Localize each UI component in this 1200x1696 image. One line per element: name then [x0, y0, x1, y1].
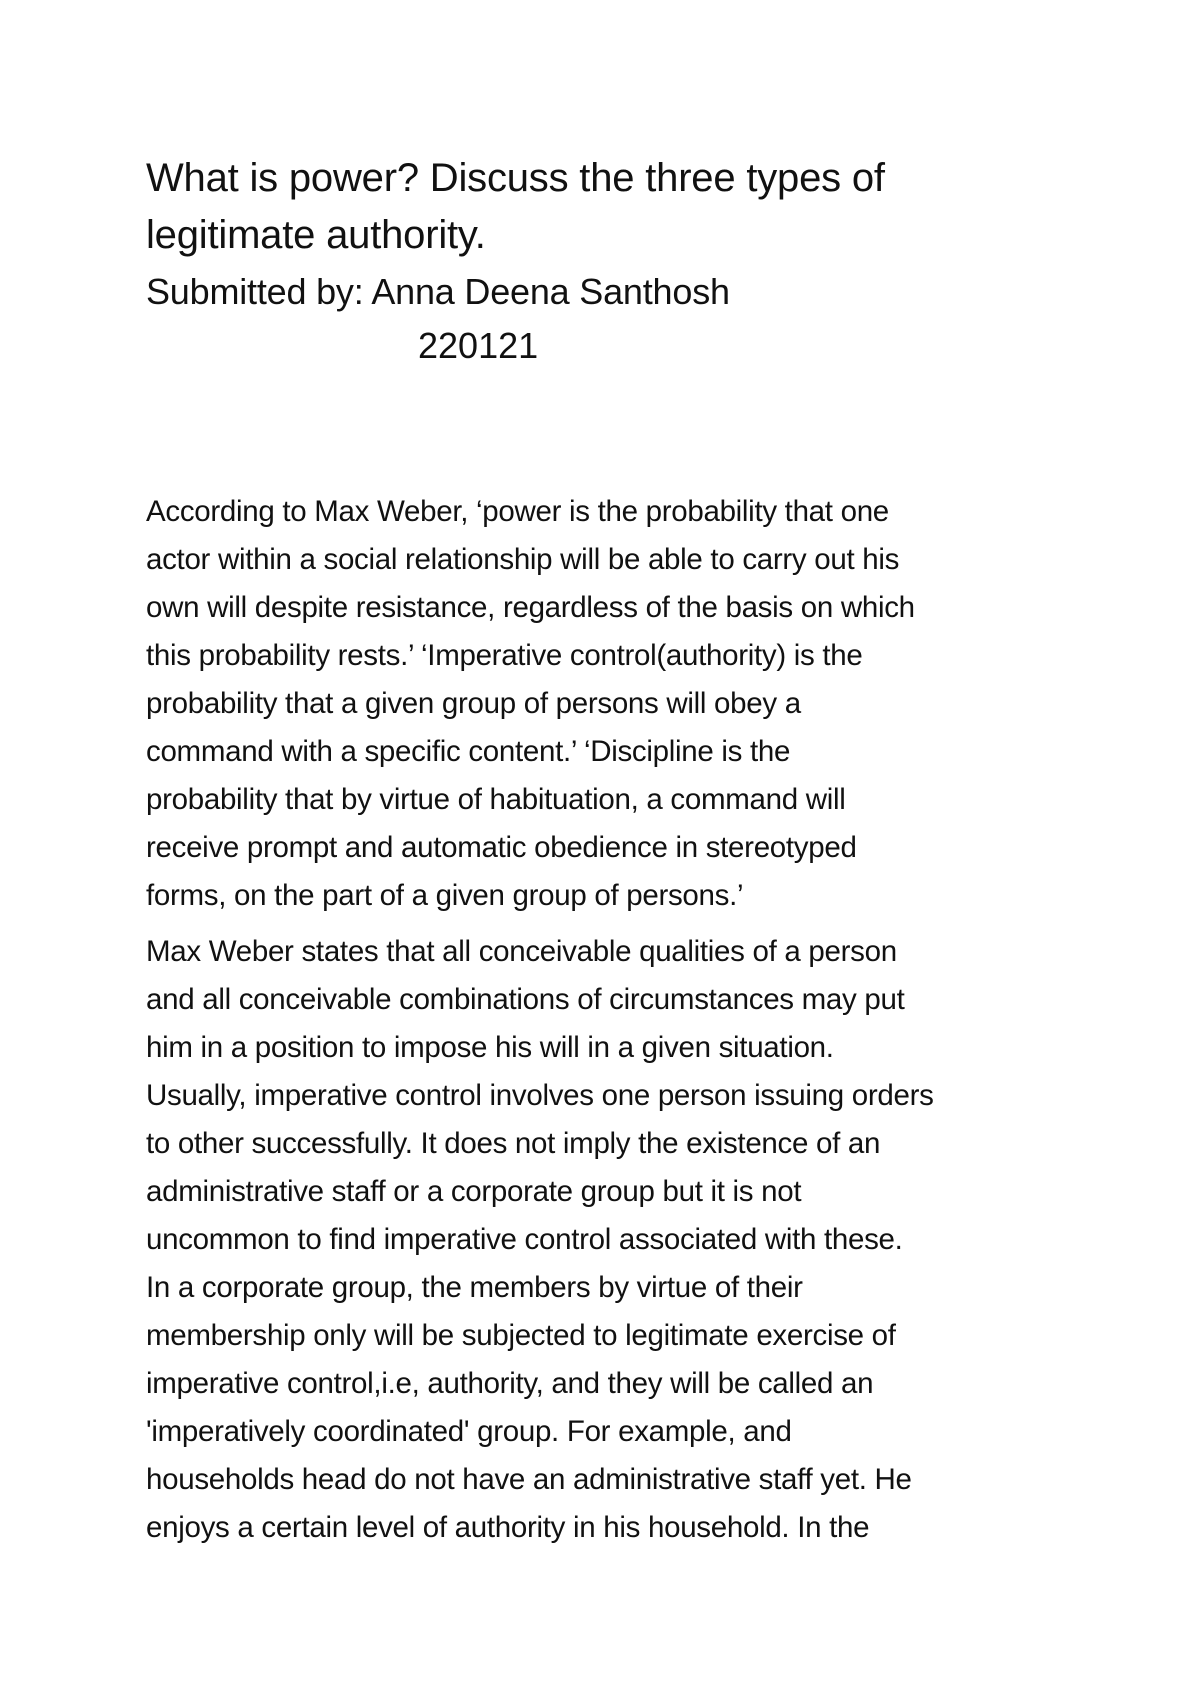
text-line: receive prompt and automatic obedience in stereotyped [146, 831, 857, 864]
text-line: to other successfully. It does not imply the existence of an [146, 1127, 881, 1160]
text-line: enjoys a certain level of authority in his household. In the [146, 1511, 870, 1544]
title-line: What is power? Discuss the three types of [146, 156, 885, 200]
document-body [146, 488, 1076, 1560]
text-line: Usually, imperative control involves one person issuing orders [146, 1079, 934, 1112]
text-line: households head do not have an administrative staff yet. He [146, 1463, 912, 1496]
text-line: probability that by virtue of habituation, a command will [146, 783, 846, 816]
text-line: According to Max Weber, ‘power is the probability that one [146, 495, 889, 528]
text-line: command with a specific content.’ ‘Discipline is the [146, 735, 791, 768]
text-line: actor within a social relationship will be able to carry out his [146, 543, 900, 576]
text-line: forms, on the part of a given group of persons.’ [146, 879, 744, 912]
text-line: administrative staff or a corporate group but it is not [146, 1175, 802, 1208]
document-title [146, 150, 1076, 264]
text-line: own will despite resistance, regardless of the basis on which [146, 591, 915, 624]
title-line: legitimate authority. [146, 213, 486, 257]
text-line: him in a position to impose his will in a given situation. [146, 1031, 834, 1064]
text-line: probability that a given group of persons will obey a [146, 687, 801, 720]
text-line: In a corporate group, the members by virtue of their [146, 1271, 803, 1304]
text-line: uncommon to find imperative control associated with these. [146, 1223, 903, 1256]
text-line: this probability rests.’ ‘Imperative control(authority) is the [146, 639, 863, 672]
paragraph [146, 928, 1076, 1552]
text-line: Max Weber states that all conceivable qualities of a person [146, 935, 897, 968]
text-line: membership only will be subjected to legitimate exercise of [146, 1319, 896, 1352]
roll-number: 220121 [418, 325, 539, 366]
paragraph [146, 488, 1076, 920]
submitted-by: Submitted by: Anna Deena Santhosh [146, 271, 730, 312]
document-header [146, 150, 1076, 372]
text-line: and all conceivable combinations of circumstances may put [146, 983, 905, 1016]
text-line: imperative control,i.e, authority, and they will be called an [146, 1367, 874, 1400]
text-line: 'imperatively coordinated' group. For example, and [146, 1415, 792, 1448]
